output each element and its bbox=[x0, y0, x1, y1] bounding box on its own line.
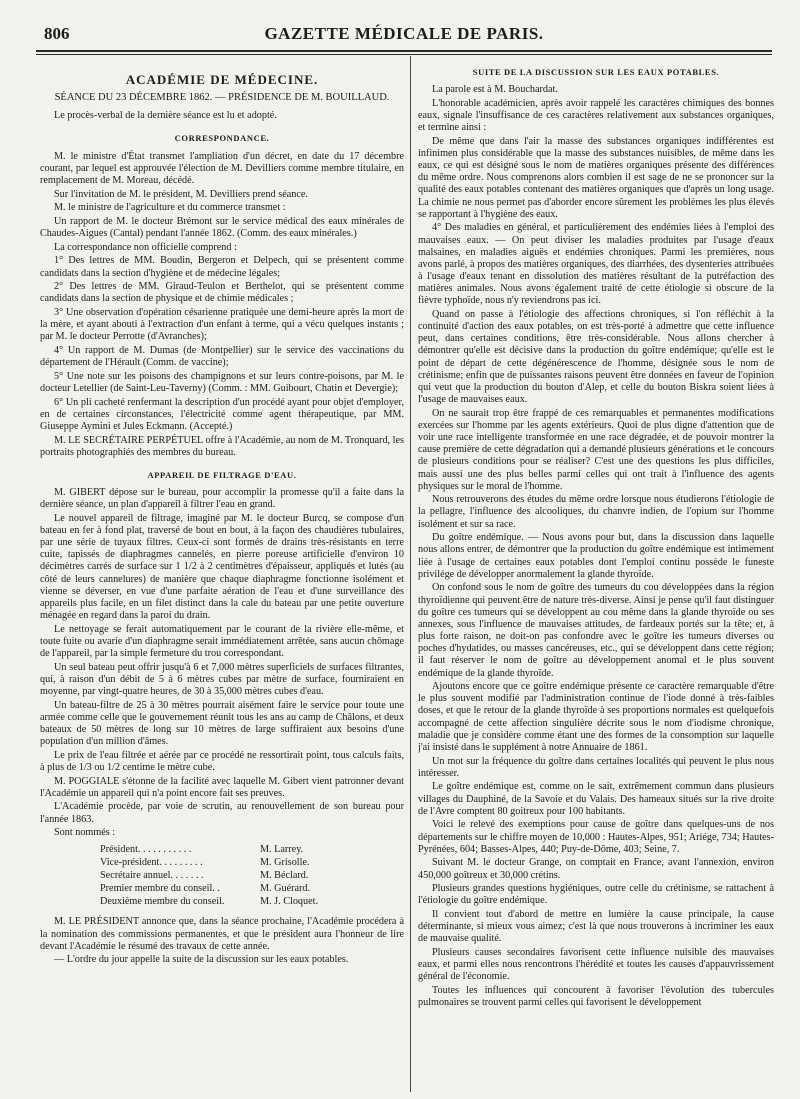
paragraph: Nous retrouverons des études du même ordre lorsque nous étudierons l'étiologie de la pellagre, l'influence des alcooliques, du chanvre indien, de l'opium sur l'homme isolément et sur sa race. bbox=[418, 494, 774, 530]
officer-role: Deuxième membre du conseil. bbox=[100, 896, 225, 908]
subheading-discussion: SUITE DE LA DISCUSSION SUR LES EAUX POTABLES. bbox=[472, 67, 720, 77]
officer-role: Président. . . . . . . . . . . bbox=[100, 844, 192, 856]
officer-row bbox=[100, 856, 404, 869]
officer-role: Premier membre du conseil. . bbox=[100, 883, 220, 895]
paragraph: La parole est à M. Bouchardat. bbox=[432, 84, 558, 96]
paragraph: Un mot sur la fréquence du goître dans certaines localités qui peuvent le plus nous intéresser. bbox=[418, 755, 774, 779]
subheading-correspondance: CORRESPONDANCE. bbox=[174, 133, 270, 144]
page-number: 806 bbox=[44, 24, 70, 43]
paragraph: Sur l'invitation de M. le président, M. Devilliers prend séance. bbox=[54, 188, 308, 200]
paragraph: 5° Une note sur les poisons des champignons et sur leurs contre-poisons, par M. le docteur Letellier (de Saint-Leu-Taverny) (Comm. : MM. Guibourt, Chatin et Devergie); bbox=[40, 370, 404, 394]
paragraph: M. LE SECRÉTAIRE PERPÉTUEL offre à l'Académie, au nom de M. Tronquard, les portraits photographiés des membres du bureau. bbox=[40, 434, 404, 458]
paragraph: M. le ministre d'État transmet l'ampliation d'un décret, en date du 17 décembre courant, par lequel est approuvée l'élection de M. Devilliers comme membre titulaire, en remplacement de M. Moreau, décédé. bbox=[40, 150, 404, 186]
paragraph: Sont nommés : bbox=[54, 827, 116, 839]
paragraph: 6° Un pli cacheté renfermant la description d'un procédé ayant pour objet d'employer, en de certaines circonstances, l'électricité comme agent thérapeutique, par MM. Giuseppe Aymini et Jules Eckmann. (Accepté.) bbox=[40, 396, 404, 432]
officer-role: Vice-président. . . . . . . . . bbox=[100, 857, 203, 869]
paragraph: Plusieurs grandes questions hygiéniques, outre celle du crétinisme, se rattachent à l'étiologie du goître endémique. bbox=[418, 883, 774, 907]
paragraph: 1° Des lettres de MM. Boudin, Bergeron et Delpech, qui se présentent comme candidats dans la section d'hygiène et de médecine légales; bbox=[40, 255, 404, 279]
paragraph: Quand on passe à l'étiologie des affections chroniques, si l'on réfléchit à la continuité d'action des eaux potables, on est très-porté à admettre que cette influence peut, dans certaines conditions, être très-considérable. Nous allons chercher à démontrer qu'elle est décisive dans la production du goître endémique; qu'elle est le point de départ de cette dégénérescence de l'homme, désignée sous le nom de crétinisme; enfin que de puissantes raisons peuvent être données en faveur de l'opinion qui veut que la production du bouton d'Alep, et celle du bouton Biskra soient liées à l'usage de mauvaises eaux. bbox=[418, 308, 774, 406]
paragraph: Il convient tout d'abord de mettre en lumière la cause principale, la cause déterminante, si mieux vous aimez; c'est là que nous trouverons à incriminer les eaux de mauvaise qualité. bbox=[418, 908, 774, 945]
subheading-appareil: APPAREIL DE FILTRAGE D'EAU. bbox=[147, 469, 297, 480]
paragraph: Le goître endémique est, comme on le sait, extrêmement commun dans plusieurs villages du Dauphiné, de la Savoie et du Valais. Des hameaux situés sur la rive droite de l'Avre comptent 80 goitreux pour 100 habitants. bbox=[418, 781, 774, 817]
officer-name: M. Béclard. bbox=[260, 870, 309, 882]
officer-name: M. J. Cloquet. bbox=[260, 896, 319, 908]
paragraph: Un bateau-filtre de 25 à 30 mètres pourrait aisément faire le service pour toute une armée comme celle que le gouvernement réunit tous les ans au camp de Châlons, et deux bateaux de 50 mètres de long sur 10 mètres de large suffiraient aux besoins d'une population d'un million d'âmes. bbox=[40, 699, 404, 748]
right-column bbox=[418, 62, 774, 1092]
paragraph: 4° Des maladies en général, et particulièrement des endémies liées à l'emploi des mauvaises eaux. — On peut diviser les maladies produites par l'usage d'eaux malsaines, en maladies aiguës et endémies chroniques. Parmi les premières, nous avons parlé, à propos des matières organiques, des diarrhées, des dysenteries attribuées à l'usage d'eaux tenant en dissolution des matières résultant de la putréfaction des matières animales. Nous avons également traité de cette étiologie si obscure de la fièvre typhoïde, nous n'y reviendrons pas ici. bbox=[418, 222, 774, 307]
paragraph: 3° Une observation d'opération césarienne pratiquée une demi-heure après la mort de la mère, et ayant abouti à l'extraction d'un enfant à terme, qui a vécu quelques instants ; par M. le docteur Perrotte (d'Avranches); bbox=[40, 307, 404, 343]
seance-line: SÉANCE DU 23 DÉCEMBRE 1862. — PRÉSIDENCE DE M. BOUILLAUD. bbox=[54, 92, 390, 104]
paragraph: M. POGGIALE s'étonne de la facilité avec laquelle M. Gibert vient patronner devant l'Académie un appareil qui n'a point encore fait ses preuves. bbox=[40, 775, 404, 799]
officer-row bbox=[100, 895, 404, 908]
header-rule bbox=[36, 50, 772, 52]
running-title: GAZETTE MÉDICALE DE PARIS. bbox=[264, 24, 544, 43]
officer-row bbox=[100, 869, 404, 882]
paragraph: M. le ministre de l'agriculture et du commerce transmet : bbox=[54, 202, 286, 214]
paragraph: Du goître endémique. — Nous avons pour but, dans la discussion dans laquelle nous allons entrer, de démontrer que la production du goître endémique est intimement liée à l'usage de certaines eaux potables dont l'emploi continu possède le funeste privilége de développer anormalement la glande thyroïde. bbox=[418, 532, 774, 580]
paragraph: Le procès-verbal de la dernière séance est lu et adopté. bbox=[54, 110, 277, 122]
paragraph: — L'ordre du jour appelle la suite de la discussion sur les eaux potables. bbox=[54, 954, 349, 966]
left-column bbox=[40, 62, 404, 1092]
officer-name: M. Grisolle. bbox=[260, 857, 310, 869]
officer-row bbox=[100, 882, 404, 895]
paragraph: La correspondance non officielle comprend : bbox=[54, 241, 237, 253]
paragraph: 2° Des lettres de MM. Giraud-Teulon et Berthelot, qui se présentent comme candidats dans la section de physique et de chimie médicales ; bbox=[40, 281, 404, 305]
paragraph: On confond sous le nom de goître des tumeurs du cou développées dans la région thyroïdienne qui peuvent être de nature très-diverse. Ainsi je pense qu'il faut distinguer du goître ces tumeurs qui se développent au cou même dans la glande thyroïde ou ses annexes, sous l'influence de mauvaises attitudes, de fardeaux portés sur la tête; et, à plus forte raison, ne doit-on pas confondre avec le goître les tumeurs diverses ou poches d'hydatides, ou masses cancéreuses, etc., qui se développent dans cette région; il faut réserver le nom de goître au développement anomal et le plus souvent endémique de la glande thyroïde. bbox=[418, 582, 774, 679]
header-rule-thin bbox=[36, 54, 772, 55]
paragraph: Un rapport de M. le docteur Brémont sur le service médical des eaux minérales de Chaudes-Aigues (Cantal) pendant l'année 1862. (Comm. des eaux minérales.) bbox=[40, 215, 404, 240]
officer-name: M. Larrey. bbox=[260, 844, 304, 856]
officers-list bbox=[100, 843, 404, 908]
paragraph: Le prix de l'eau filtrée et aérée par ce procédé ne ressortirait point, tous calculs faits, à plus de 1/3 ou 1/2 centime le mètre cube. bbox=[40, 749, 404, 773]
paragraph: M. LE PRÉSIDENT annonce que, dans la séance prochaine, l'Académie procédera à la nomination des commissions permanentes, et que le président aura l'honneur de lire devant l'Académie le résumé des travaux de cette année. bbox=[40, 916, 404, 952]
paragraph: Plusieurs causes secondaires favorisent cette influence nuisible des mauvaises eaux, et parmi elles nous rencontrons l'hérédité et toutes les causes d'appauvrissement général de l'économie. bbox=[418, 946, 774, 983]
page-header bbox=[36, 20, 772, 48]
paragraph: De même que dans l'air la masse des substances organiques indifférentes est infinimen plus considérable que la masse des substances nuisibles, de même dans les eaux, ce qui est désigné sous le nom de matières organiques présente des différences du même ordre. Nous comprenons alors combien il est sage de ne se prononcer sur la qualité des eaux potables contenant des matières organiques que d'après un long usage. La chimie ne nous permet pas d'aborder encore sûrement les problèmes les plus élevés se rapportant à l'hygiène des eaux. bbox=[418, 135, 774, 220]
officer-role: Secrétaire annuel. . . . . . . bbox=[100, 870, 204, 882]
paragraph: Voici le relevé des exemptions pour cause de goître dans quelques-uns de nos départements sur le chiffre moyen de 10,000 : Hautes-Alpes, 951; Ariége, 734; Hautes-Pyrénées, 604; Basses-Alpes, 440; Puy-de-Dôme, 403; Seine, 7. bbox=[418, 819, 774, 855]
paragraph: L'honorable académicien, après avoir rappelé les caractères chimiques des bonnes eaux, signale l'insuffisance de ces caractères relativement aux substances organiques, et termine ainsi : bbox=[418, 97, 774, 134]
section-title: ACADÉMIE DE MÉDECINE. bbox=[125, 72, 319, 87]
paragraph: M. GIBERT dépose sur le bureau, pour accomplir la promesse qu'il a faite dans la dernière séance, un plan d'appareil à filtrer l'eau en grand. bbox=[40, 487, 404, 511]
paragraph: 4° Un rapport de M. Dumas (de Montpellier) sur le service des vaccinations du département de l'Hérault (Comm. de vaccine); bbox=[40, 344, 404, 369]
paragraph: L'Académie procède, par voie de scrutin, au renouvellement de son bureau pour l'année 1863. bbox=[40, 801, 404, 825]
paragraph: On ne saurait trop être frappé de ces remarquables et permanentes modifications exercées sur l'homme par les agents extérieurs. Quoi de plus digne d'attention que de voir une race intelligente transformée en une race dégradée, et de pouvoir montrer la cause première de cette dégradation qui a demandé plusieurs générations et le concours de plusieurs conditions pour se réaliser? C'est une des questions les plus difficiles, mais aussi une des plus belles parmi celles qui ont trait à l'influence des agents physiques sur le moral de l'homme. bbox=[418, 407, 774, 492]
paragraph: Le nettoyage se ferait automatiquement par le courant de la rivière elle-même, et toute fuite ou avarie d'un diaphragme serait immédiatement arrêtée, sans aucun chômage de l'appareil, par la simple fermeture du trou correspondant. bbox=[40, 623, 404, 660]
paragraph: Un seul bateau peut offrir jusqu'à 6 et 7,000 mètres superficiels de surfaces filtrantes, qui, à raison d'un débit de 5 à 6 mètres cubes par mètre de surface, fourniraient en moyenne, par vingt-quatre heures, de 30 à 35,000 mètres cubes d'eau. bbox=[40, 661, 404, 698]
column-divider bbox=[410, 56, 411, 1092]
paragraph: Toutes les influences qui concourent à favoriser l'évolution des tubercules pulmonaires se trouvent parmi celles qui favorisent le développement bbox=[418, 984, 774, 1009]
paragraph: Ajoutons encore que ce goître endémique présente ce caractère remarquable d'être le plus souvent modifié par l'administration continue de l'iode donné à très-faibles doses, et que le retour de la glande thyroïde à ses proportions normales est quelquefois accompagné de cette affection singulière décrite sous le nom d'iodisme chronique, maladie que je considère comme étant une des formes de la consomption sur laquelle j'ai insisté dans le supplément à notre Annuaire de 1861. bbox=[418, 681, 774, 753]
officer-row bbox=[100, 843, 404, 856]
paragraph: Le nouvel appareil de filtrage, imaginé par M. le docteur Burcq, se compose d'un bateau en fer à fond plat, traversé de bout en bout, à la façon des chaudières tubulaires, par une série de tuyaux filtres. Ceux-ci sont formés de drains très-résistants en terre cuite, tapissés de diaphragmes cannelés, en pierre poreuse artificielle d'environ 10 décimètres carrés de surface sur 1 1/2 à 2 centimètres d'épaisseur, appliqués et lutés (au côté de leurs cannelures) de manière que chaque diaphragme fonctionne isolément et vienne se déverser, en vue d'une parfaite aération de l'eau et d'une surveillance des appareils plus facile, en un filet distinct dans la cale du bateau par une petite ouverture ménagée en regard dans la paroi du drain. bbox=[40, 512, 404, 622]
officer-name: M. Guérard. bbox=[260, 883, 311, 895]
paragraph: Suivant M. le docteur Grange, on comptait en France, avant l'annexion, environ 450,000 goîtreux et 30,000 crétins. bbox=[418, 857, 774, 881]
